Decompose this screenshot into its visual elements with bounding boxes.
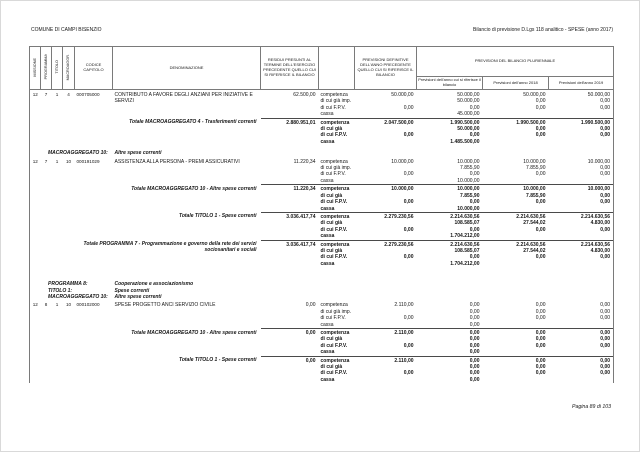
section-values-cell — [113, 267, 261, 300]
amount-cell: 2.110,00 0,00 — [394, 302, 414, 322]
page-number: Pagina 89 di 103 — [572, 404, 611, 410]
totale-label-cell: Totale MACROAGGREGATO 10 - Altre spese correnti — [30, 329, 261, 357]
amount-cell: 0,00 0,00 0,00 0,00 — [469, 302, 480, 328]
detail-row — [30, 90, 614, 119]
section-filler-cell — [261, 267, 614, 300]
section-value: Altre spese correnti — [114, 293, 162, 300]
amount-cell: 10.000,00 0,00 — [391, 158, 414, 178]
table-header — [30, 47, 614, 90]
amount-cell: 0,00 0,00 0,00 — [535, 302, 546, 322]
codice-capitolo-cell: 000705000 — [76, 92, 100, 97]
titolo-cell: 1 — [55, 302, 59, 308]
missione-cell: 12 — [30, 300, 41, 328]
amount-cell: 1.990.500,00 0,00 0,00 — [549, 118, 614, 145]
voce-labels-cell: competenza di cui già di cui F.P.V. cassa — [319, 118, 355, 145]
amount-cell: 2.110,00 0,00 — [355, 356, 417, 383]
voce-labels-cell: competenza di cui già di cui F.P.V. cassa — [319, 185, 355, 213]
macroaggregato-cell: 10 — [65, 302, 72, 308]
amount-cell: 0,00 0,00 0,00 0,00 — [417, 356, 483, 383]
section-values-cell — [113, 145, 261, 156]
programma-cell: 7 — [44, 92, 48, 97]
section-key: TITOLO 1: — [48, 287, 73, 294]
total-row — [30, 212, 614, 240]
amount-cell: 0,00 0,00 0,00 — [549, 300, 614, 328]
macroaggregato-cell: 10 — [65, 158, 72, 164]
amount-cell: 0,00 0,00 0,00 — [483, 329, 549, 357]
residui-cell: 0,00 — [261, 356, 319, 383]
amount-cell: 50.000,00 0,00 0,00 — [549, 90, 614, 119]
amount-cell: 10.000,00 0,00 — [355, 185, 417, 213]
amount-cell: 2.110,00 0,00 — [355, 329, 417, 357]
amount-cell: 10.000,00 7.855,90 0,00 10.000,00 — [417, 185, 483, 213]
amount-cell: 10.000,00 0,00 0,00 — [549, 157, 614, 185]
missione-cell: 12 — [30, 157, 41, 185]
programma-cell: 7 — [44, 158, 48, 164]
header-programma: PROGRAMMA — [41, 47, 52, 90]
denominazione-cell: SPESE PROGETTO ANCI SERVIZIO CIVILE — [114, 302, 216, 309]
header-voce-labels — [319, 47, 355, 90]
budget-table-body — [30, 90, 614, 384]
amount-cell: 50.000,00 0,00 0,00 — [523, 92, 546, 111]
codice-capitolo-cell: 000191029 — [76, 158, 100, 164]
amount-cell: 2.214.630,56 4.830,00 0,00 — [549, 240, 614, 267]
amount-cell: 10.000,00 0,00 0,00 — [549, 185, 614, 213]
header-titolo: TITOLO — [52, 47, 63, 90]
totale-label-cell: Totale PROGRAMMA 7 - Programmazione e governo della rete dei servizi sociosanitari e sociali — [30, 240, 261, 267]
total-row — [30, 356, 614, 383]
header-previsioni-definitive: PREVISIONI DEFINITIVE DELL'ANNO PRECEDENTE QUELLO CUI SI RIFERISCE IL BILANCIO — [355, 47, 417, 90]
detail-row — [30, 300, 614, 328]
amount-cell: 0,00 0,00 0,00 — [549, 356, 614, 383]
denominazione-cell: ASSISTENZA ALLA PERSONA - PREMI ASSICURATIVI — [114, 158, 240, 165]
voce-labels-cell: competenza di cui già di cui F.P.V. cassa — [319, 240, 355, 267]
amount-cell: 2.214.630,56 108.585,07 0,00 1.704.212,00 — [417, 212, 483, 240]
totale-label-cell: Totale TITOLO 1 - Spese correnti — [30, 212, 261, 240]
titolo-cell: 1 — [55, 158, 59, 164]
header-anno-2019: Previsioni dell'anno 2019 — [549, 77, 614, 90]
document-title: Bilancio di previsione D.Lgs 118 analitico - SPESE (anno 2017) — [473, 27, 613, 33]
document-header — [31, 27, 613, 33]
total-row — [30, 240, 614, 267]
section-value: Cooperazione e associazionismo — [114, 281, 194, 288]
amount-cell: 2.279.230,56 0,00 — [355, 212, 417, 240]
amount-cell: 1.990.500,00 50.000,00 0,00 1.485.500,00 — [417, 118, 483, 145]
residui-cell: 0,00 — [305, 302, 316, 309]
amount-cell: 10.000,00 7.855,90 0,00 10.000,00 — [457, 158, 480, 184]
amount-cell: 0,00 0,00 0,00 — [549, 329, 614, 357]
residui-cell: 62.500,00 — [293, 92, 316, 98]
amount-cell: 1.990.500,00 0,00 0,00 — [483, 118, 549, 145]
section-keys-cell — [30, 145, 113, 156]
totale-label-cell: Totale TITOLO 1 - Spese correnti — [30, 356, 261, 383]
totale-label-cell: Totale MACROAGGREGATO 10 - Altre spese correnti — [30, 185, 261, 213]
municipality-name: COMUNE DI CAMPI BISENZIO — [31, 27, 102, 33]
denominazione-cell: CONTRIBUTO A FAVORE DEGLI ANZIANI PER INIZIATIVE E SERVIZI — [114, 92, 253, 105]
residui-cell: 0,00 — [261, 329, 319, 357]
total-row — [30, 185, 614, 213]
amount-cell: 2.214.630,56 27.544,02 0,00 — [483, 212, 549, 240]
amount-cell: 2.279.230,56 0,00 — [355, 240, 417, 267]
header-missione: MISSIONE — [30, 47, 41, 90]
residui-cell: 11.220,34 — [261, 185, 319, 213]
residui-cell: 2.880.951,01 — [261, 118, 319, 145]
header-codice-capitolo: CODICE CAPITOLO — [75, 47, 113, 90]
section-value: Altre spese correnti — [114, 150, 162, 157]
voce-labels-cell: competenza di cui già imp. di cui F.P.V. cassa — [320, 158, 352, 184]
voce-labels-cell: competenza di cui già di cui F.P.V. cassa — [319, 329, 355, 357]
header-anno-2018: Previsioni dell'anno 2018 — [483, 77, 549, 90]
amount-cell: 50.000,00 50.000,00 0,00 45.000,00 — [457, 92, 480, 118]
section-keys-cell — [30, 267, 113, 300]
voce-labels-cell: competenza di cui già di cui F.P.V. cassa — [319, 356, 355, 383]
amount-cell: 10.000,00 7.855,90 0,00 — [523, 158, 546, 178]
voce-labels-cell: competenza di cui già imp. di cui F.P.V. cassa — [320, 92, 352, 118]
programma-cell: 8 — [44, 302, 48, 308]
totale-label-cell: Totale MACROAGGREGATO 4 - Trasferimenti correnti — [30, 118, 261, 145]
detail-row — [30, 157, 614, 185]
header-denominazione: DENOMINAZIONE — [113, 47, 261, 90]
amount-cell: 0,00 0,00 0,00 0,00 — [417, 329, 483, 357]
amount-cell: 0,00 0,00 0,00 — [483, 356, 549, 383]
amount-cell: 2.214.630,56 108.585,07 0,00 1.704.212,00 — [417, 240, 483, 267]
section-key: PROGRAMMA 8: — [48, 281, 88, 288]
voce-labels-cell: competenza di cui già imp. di cui F.P.V. cassa — [320, 302, 352, 328]
residui-cell: 3.036.417,74 — [261, 240, 319, 267]
header-previsioni-pluriennale: PREVISIONI DEL BILANCIO PLURIENNALE — [417, 47, 614, 77]
section-key: MACROAGGREGATO 10: — [48, 150, 108, 157]
section-filler-cell — [261, 145, 614, 156]
section-row — [30, 267, 614, 300]
amount-cell: 2.047.500,00 0,00 — [355, 118, 417, 145]
section-value: Spese correnti — [114, 287, 150, 294]
voce-labels-cell: competenza di cui già di cui F.P.V. cassa — [319, 212, 355, 240]
amount-cell: 10.000,00 7.855,90 0,00 — [483, 185, 549, 213]
amount-cell: 50.000,00 0,00 — [391, 92, 414, 111]
residui-cell: 11.220,34 — [293, 158, 316, 165]
budget-table — [29, 46, 614, 383]
titolo-cell: 1 — [55, 92, 59, 97]
amount-cell: 2.214.630,56 4.830,00 0,00 — [549, 212, 614, 240]
residui-cell: 3.036.417,74 — [261, 212, 319, 240]
missione-cell: 12 — [30, 90, 41, 119]
codice-capitolo-cell: 000102000 — [76, 302, 100, 308]
section-key: MACROAGGREGATO 10: — [48, 293, 108, 300]
total-row — [30, 118, 614, 145]
header-anno-riferimento: Previsioni dell'anno cui si riferisce il bilancio — [417, 77, 483, 90]
total-row — [30, 329, 614, 357]
header-residui: RESIDUI PRESUNTI AL TERMINE DELL'ESERCIZIO PRECEDENTE QUELLO CUI SI RIFERISCE IL BILANCIO — [261, 47, 319, 90]
macroaggregato-cell: 4 — [67, 92, 70, 97]
header-macroaggregato: MACROAGGR. — [63, 47, 75, 90]
section-row — [30, 145, 614, 156]
amount-cell: 2.214.630,56 27.544,02 0,00 — [483, 240, 549, 267]
